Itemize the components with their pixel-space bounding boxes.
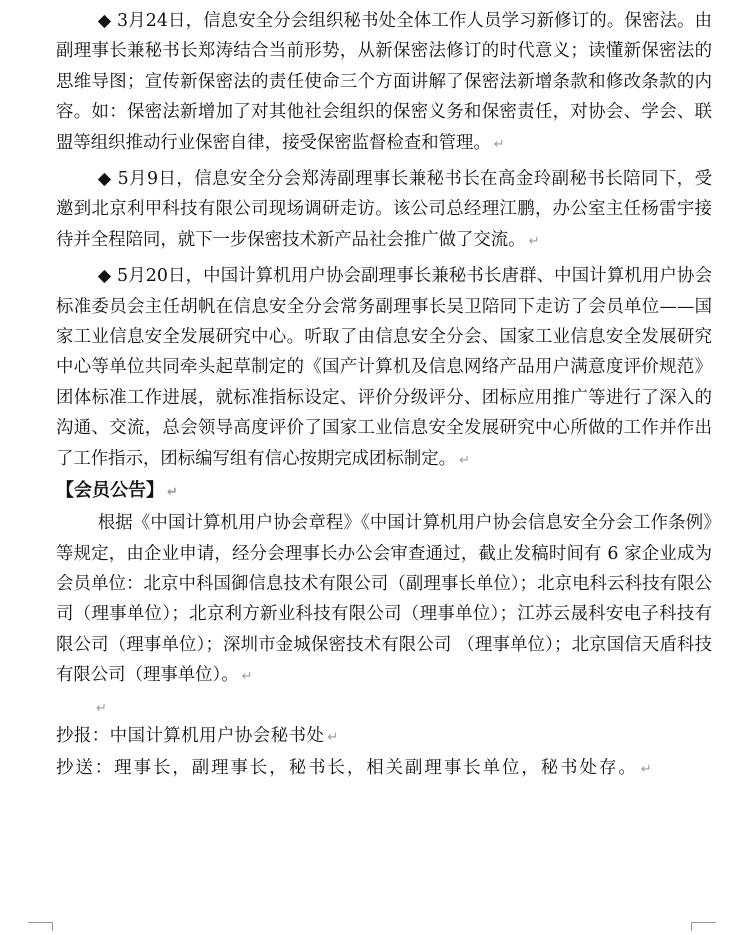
paragraph-mark-icon: ↵ [640,761,654,777]
heading-text: 【会员公告】 [56,480,164,502]
news-paragraph-3 [56,261,712,476]
paragraph-text: ◆ 3月24日，信息安全分会组织秘书处全体工作人员学习新修订的。保密法。由副理事长兼秘书长郑涛结合当前形势，从新保密法修订的时代意义；读懂新保密法的思维导图；宣传新保密法的责任使命三个方面讲解了保密法新增条款和修改条款的内容。如：保密法新增加了对其他社会组织的保密义务和保密责任，对协会、学会、联盟等组织推动行业保密自律，接受保密监督检查和管理。 [56,11,712,153]
page-corner-marker-left [28,922,53,931]
paragraph-mark-icon: ↵ [528,233,540,249]
paragraph-mark-icon: ↵ [167,485,178,501]
news-paragraph-2 [56,164,712,257]
page-corner-marker-right [691,922,716,931]
copy-to-text: 抄送：理事长，副理事长，秘书长，相关副理事长单位，秘书处存。 [56,757,638,778]
copy-to-line [56,753,712,785]
paragraph-mark-icon: ↵ [327,729,339,745]
section-heading-member-announcement [56,476,712,508]
paragraph-text: ◆ 5月9日，信息安全分会郑涛副理事长兼秘书长在高金玲副秘书长陪同下，受邀到北京利甲科技有限公司现场调研走访。该公司总经理江鹏，办公室主任杨雷宇接待并全程陪同，就下一步保密技术新产品社会推广做了交流。 [56,169,712,250]
paragraph-mark-icon: ↵ [96,700,107,716]
paragraph-text: 根据《中国计算机用户协会章程》《中国计算机用户协会信息安全分会工作条例》等规定，由企业申请，经分会理事长办公会审查通过，截止发稿时间有 6 家企业成为会员单位：北京中科国御信息技术有限公司（副理事长单位）；北京电科云科技有限公司（理事单位）；北京利方新业科技有限公司（理事单位）；江苏云晟科安电子科技有限公司（理事单位）；深圳市金城保密技术有限公司 （理事单位）；北京国信天盾科技有限公司（理事单位）。 [56,513,712,686]
news-paragraph-1 [56,6,712,160]
empty-paragraph [56,693,712,721]
report-to-line [56,721,712,753]
paragraph-text: ◆ 5月20日，中国计算机用户协会副理事长兼秘书长唐群、中国计算机用户协会标准委员会主任胡帆在信息安全分会常务副理事长吴卫陪同下走访了会员单位——国家工业信息安全发展研究中心。听取了由信息安全分会、国家工业信息安全发展研究中心等单位共同牵头起草制定的《国产计算机及信息网络产品用户满意度评价规范》团体标准工作进展，就标准指标设定、评价分级评分、团标应用推广等进行了深入的沟通、交流，总会领导高度评价了国家工业信息安全发展研究中心所做的工作并作出了工作指示，团标编写组有信心按期完成团标制定。 [56,266,712,469]
announcement-paragraph [56,508,712,692]
paragraph-mark-icon: ↵ [459,452,470,468]
document-body [56,6,712,785]
paragraph-mark-icon: ↵ [241,669,253,685]
report-to-text: 抄报：中国计算机用户协会秘书处 [56,725,325,746]
paragraph-mark-icon: ↵ [493,136,505,152]
